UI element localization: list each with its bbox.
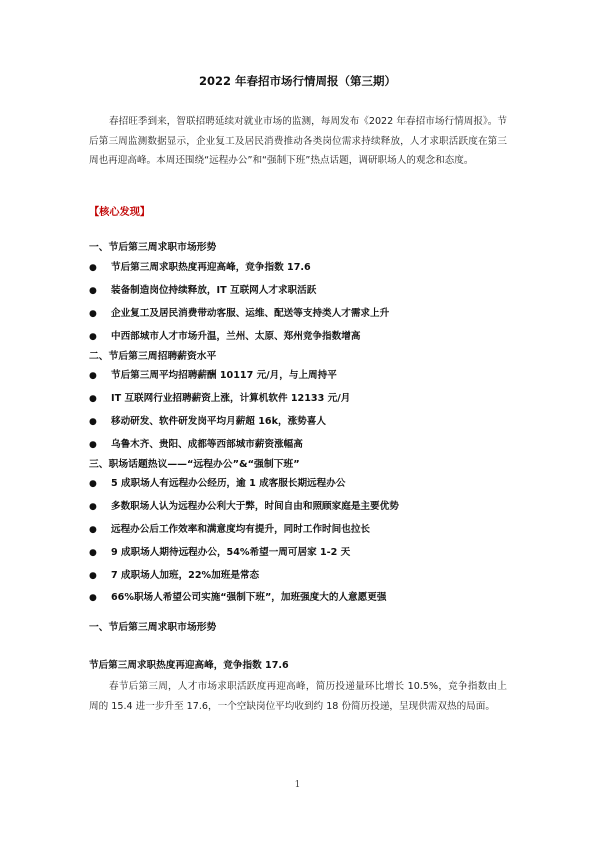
list-item-text: 远程办公后工作效率和满意度均有提升，同时工作时间也拉长 (111, 523, 371, 535)
section-heading-1: 一、节后第三周求职市场形势 (89, 242, 217, 253)
bullet-icon: ● (89, 524, 97, 535)
bullet-icon: ● (89, 593, 97, 604)
page-number: 1 (294, 780, 301, 790)
list-item-text: 装备制造岗位持续释放，IT 互联网人才求职活跃 (111, 284, 317, 296)
bullet-icon: ● (89, 501, 97, 512)
list-item (89, 500, 519, 523)
section-1-bullet-list (89, 261, 519, 353)
core-findings-label: 【核心发现】 (89, 207, 151, 218)
bullet-icon: ● (89, 331, 97, 342)
list-item (89, 307, 519, 330)
section-heading-3: 三、职场话题热议——“远程办公”&“强制下班” (89, 459, 300, 470)
body-paragraph: 春节后第三周，人才市场求职活跃度再迎高峰，简历投递量环比增长 10.5%，竞争指数由上周的 15.4 进一步升至 17.6，一个空缺岗位平均收到约 18 份简历投递，呈现供需双热的局面。 (89, 681, 507, 712)
bullet-icon: ● (89, 479, 97, 489)
bullet-icon: ● (89, 416, 97, 427)
list-item (89, 415, 519, 438)
list-item (89, 477, 519, 500)
document-title: 2022 年春招市场行情周报（第三期） (198, 74, 396, 88)
bullet-icon: ● (89, 547, 97, 558)
bullet-icon: ● (89, 263, 97, 273)
bullet-icon: ● (89, 285, 97, 296)
section-heading-2: 二、节后第三周招聘薪资水平 (89, 351, 217, 362)
list-item-text: IT 互联网行业招聘薪资上涨，计算机软件 12133 元/月 (111, 392, 351, 404)
list-item-text: 节后第三周平均招聘薪酬 10117 元/月，与上周持平 (111, 370, 337, 381)
list-item (89, 284, 519, 307)
list-item-text: 7 成职场人加班，22%加班是常态 (111, 569, 260, 581)
list-item-text: 66%职场人希望公司实施“强制下班”，加班强度大的人意愿更强 (111, 592, 387, 604)
list-item-text: 中西部城市人才市场升温，兰州、太原、郑州竞争指数增高 (111, 330, 361, 342)
list-item (89, 523, 519, 546)
list-item-text: 多数职场人认为远程办公利大于弊，时间自由和照顾家庭是主要优势 (111, 500, 399, 512)
bullet-icon: ● (89, 371, 97, 381)
intro-paragraph: 春招旺季到来，智联招聘延续对就业市场的监测，每周发布《2022 年春招市场行情周报》。节后第三周监测数据显示，企业复工及居民消费推动各类岗位需求持续释放，人才求职活跃度在第三周也再迎高峰。本周还围绕“远程办公”和“强制下班”热点话题，调研职场人的观念和态度。 (89, 116, 507, 167)
body-sub-heading: 节后第三周求职热度再迎高峰，竞争指数 17.6 (89, 660, 289, 671)
list-item-text: 9 成职场人期待远程办公，54%希望一周可居家 1-2 天 (111, 546, 351, 558)
bullet-icon: ● (89, 439, 97, 450)
body-section-heading: 一、节后第三周求职市场形势 (89, 622, 217, 633)
list-item (89, 392, 519, 415)
list-item (89, 591, 519, 614)
list-item-text: 5 成职场人有远程办公经历，逾 1 成客服长期远程办公 (111, 478, 346, 489)
bullet-icon: ● (89, 570, 97, 581)
list-item-text: 企业复工及居民消费带动客服、运维、配送等支持类人才需求上升 (111, 307, 390, 319)
list-item-text: 乌鲁木齐、贵阳、成都等西部城市薪资涨幅高 (111, 438, 303, 450)
bullet-icon: ● (89, 393, 97, 404)
list-item-text: 移动研发、软件研发岗平均月薪超 16k，涨势喜人 (111, 415, 326, 427)
list-item (89, 261, 519, 284)
section-2-bullet-list (89, 369, 519, 461)
list-item (89, 569, 519, 592)
list-item (89, 369, 519, 392)
list-item-text: 节后第三周求职热度再迎高峰，竞争指数 17.6 (111, 262, 311, 273)
list-item (89, 546, 519, 569)
section-3-bullet-list (89, 477, 519, 614)
bullet-icon: ● (89, 308, 97, 319)
